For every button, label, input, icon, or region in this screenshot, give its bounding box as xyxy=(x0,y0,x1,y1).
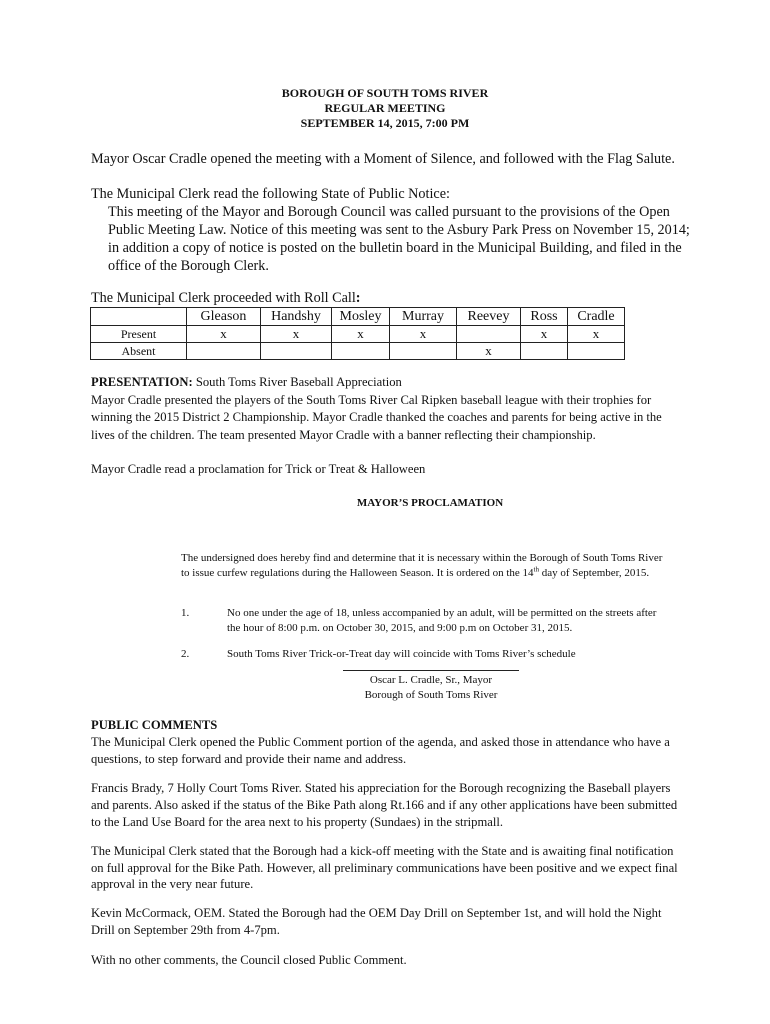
comment-line: on full approval for the Bike Path. However, all preliminary communications have been positive and we expect final xyxy=(91,861,678,875)
present-mark: x xyxy=(332,326,390,343)
present-mark: x xyxy=(187,326,261,343)
absent-mark xyxy=(187,343,261,360)
comment-line: The Municipal Clerk stated that the Borough had a kick-off meeting with the State and is awaiting final notification xyxy=(91,844,674,858)
proclamation-ordinal-suffix: th xyxy=(533,565,539,574)
roll-call-absent-row xyxy=(91,343,625,360)
item-text: South Toms River Trick-or-Treat day will coincide with Toms River’s schedule xyxy=(227,648,576,660)
comment-line: The Municipal Clerk opened the Public Comment portion of the agenda, and asked those in attendance who have a xyxy=(91,735,670,749)
notice-line: Public Meeting Law. Notice of this meeting was sent to the Asbury Park Press on November 15, 2014; xyxy=(108,222,690,238)
roll-call-table xyxy=(90,307,625,360)
member-name: Reevey xyxy=(457,308,521,326)
document-header xyxy=(0,86,770,131)
header-borough: BOROUGH OF SOUTH TOMS RIVER xyxy=(281,86,489,100)
comment-line: questions, to step forward and provide their name and address. xyxy=(91,752,407,766)
absent-mark xyxy=(568,343,625,360)
comment-line: to the Land Use Board for the area next to his property (Sundaes) in the stripmall. xyxy=(91,815,503,829)
comment-line: With no other comments, the Council closed Public Comment. xyxy=(91,953,407,967)
member-name: Murray xyxy=(390,308,457,326)
present-mark: x xyxy=(261,326,332,343)
header-date: SEPTEMBER 14, 2015, 7:00 PM xyxy=(300,116,470,130)
item-number: 1. xyxy=(181,607,190,619)
presentation-line: winning the 2015 District 2 Championship. Mayor Cradle thanked the coaches and parents for being active in the xyxy=(91,410,662,424)
member-name: Handshy xyxy=(261,308,332,326)
signature-line xyxy=(343,670,519,671)
item-number: 2. xyxy=(181,648,190,660)
proclamation-line2-end: day of September, 2015. xyxy=(538,567,650,579)
absent-mark xyxy=(261,343,332,360)
roll-call-corner xyxy=(91,308,187,326)
present-mark: x xyxy=(568,326,625,343)
comment-line: Kevin McCormack, OEM. Stated the Borough had the OEM Day Drill on September 1st, and will hold the Night xyxy=(91,906,662,920)
presentation-label: PRESENTATION: xyxy=(91,375,193,389)
roll-call-present-row xyxy=(91,326,625,343)
member-name: Ross xyxy=(521,308,568,326)
header-meeting-type: REGULAR MEETING xyxy=(324,101,446,115)
presentation-line: lives of the children. The team presented Mayor Cradle with a banner reflecting their championship. xyxy=(91,428,596,442)
comment-line: Francis Brady, 7 Holly Court Toms River. Stated his appreciation for the Borough recognizing the Baseball players xyxy=(91,781,671,795)
roll-call-colon: : xyxy=(355,290,361,306)
member-name: Cradle xyxy=(568,308,625,326)
presentation-line: Mayor Cradle presented the players of the South Toms River Cal Ripken baseball league with their trophies for xyxy=(91,393,652,407)
proclamation-title: MAYOR’S PROCLAMATION xyxy=(356,497,504,509)
absent-mark xyxy=(390,343,457,360)
proclamation-line: The undersigned does hereby find and determine that it is necessary within the Borough of South Toms River xyxy=(181,552,663,564)
roll-call-intro-text: The Municipal Clerk proceeded with Roll Call xyxy=(91,290,356,306)
absent-mark xyxy=(332,343,390,360)
item-text: the hour of 8:00 p.m. on October 30, 2015, and 9:00 p.m on October 31, 2015. xyxy=(227,622,573,634)
signer-title: Borough of South Toms River xyxy=(364,689,498,701)
absent-mark xyxy=(521,343,568,360)
present-mark: x xyxy=(521,326,568,343)
comment-line: and parents. Also asked if the status of the Bike Path along Rt.166 and if any other applications have been submitted xyxy=(91,798,678,812)
roll-call-header-row xyxy=(91,308,625,326)
opening-paragraph: Mayor Oscar Cradle opened the meeting with a Moment of Silence, and followed with the Flag Salute. xyxy=(91,151,675,167)
proclamation-intro: Mayor Cradle read a proclamation for Trick or Treat & Halloween xyxy=(91,462,426,476)
absent-label: Absent xyxy=(91,343,187,360)
roll-call-intro xyxy=(91,289,691,307)
presentation-heading xyxy=(91,374,691,392)
signer-name: Oscar L. Cradle, Sr., Mayor xyxy=(369,674,493,686)
member-name: Mosley xyxy=(332,308,390,326)
public-comments-heading: PUBLIC COMMENTS xyxy=(91,718,218,732)
notice-line: in addition a copy of notice is posted on the bulletin board in the Municipal Building, and filed in the xyxy=(108,240,682,256)
presentation-title: South Toms River Baseball Appreciation xyxy=(192,375,402,389)
present-mark: x xyxy=(390,326,457,343)
proclamation-line xyxy=(181,566,770,581)
notice-line: office of the Borough Clerk. xyxy=(108,258,269,274)
member-name: Gleason xyxy=(187,308,261,326)
notice-line: This meeting of the Mayor and Borough Council was called pursuant to the provisions of the Open xyxy=(108,204,670,220)
item-text: No one under the age of 18, unless accompanied by an adult, will be permitted on the streets after xyxy=(227,607,657,619)
notice-intro: The Municipal Clerk read the following State of Public Notice: xyxy=(91,186,450,202)
absent-mark: x xyxy=(457,343,521,360)
proclamation-line2-start: to issue curfew regulations during the Halloween Season. It is ordered on the 14 xyxy=(181,567,534,579)
present-mark xyxy=(457,326,521,343)
comment-line: Drill on September 29th from 4-7pm. xyxy=(91,923,280,937)
comment-line: approval in the very near future. xyxy=(91,877,254,891)
present-label: Present xyxy=(91,326,187,343)
